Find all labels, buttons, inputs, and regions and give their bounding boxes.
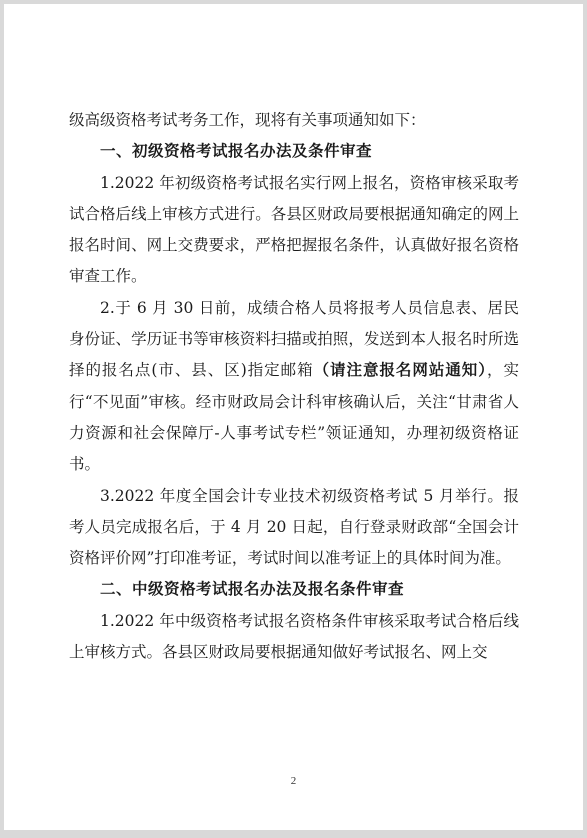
paragraph-text-after: ，实行“不见面”审核。经市财政局会计科审核确认后，关注“甘肃省人力资源和社会保障厅-人事考试专栏”领证通知，办理初级资格证书。 <box>69 361 519 474</box>
paragraph-junior-item-1: 1.2022 年初级资格考试报名实行网上报名，资格审核采取考试合格后线上审核方式进行。各县区财政局要根据通知确定的网上报名时间、网上交费要求，严格把握报名条件，认真做好报名资格审查工作。 <box>69 173 519 286</box>
page-number: 2 <box>290 775 297 787</box>
paragraph-junior-item-3: 3.2022 年度全国会计专业技术初级资格考试 5 月举行。报考人员完成报名后，于 4 月 20 日起，自行登录财政部“全国会计资格评价网”打印准考证，考试时间以准考证上的具体时间为准。 <box>69 486 519 568</box>
section-heading-intermediate: 二、中级资格考试报名办法及报名条件审查 <box>100 580 405 599</box>
paragraph-text-before: 2.于 6 月 30 日前，成绩合格人员将报考人员信息表、居民身份证、学历证书等审核资料扫描或拍照，发送到本人报名时所选择的报名点(市、县、区)指定邮箱 <box>69 298 519 380</box>
document-page <box>4 4 583 830</box>
paragraph-junior-item-2 <box>69 293 519 481</box>
section-heading-junior: 一、初级资格考试报名办法及条件审查 <box>100 142 373 161</box>
document-body <box>69 105 519 668</box>
paragraph-intermediate-item-1: 1.2022 年中级资格考试报名资格条件审核采取考试合格后线上审核方式。各县区财政局要根据通知做好考试报名、网上交 <box>69 611 519 662</box>
email-notice-emphasis: （请注意报名网站通知） <box>313 361 487 380</box>
intro-paragraph: 级高级资格考试考务工作，现将有关事项通知如下： <box>69 111 426 129</box>
